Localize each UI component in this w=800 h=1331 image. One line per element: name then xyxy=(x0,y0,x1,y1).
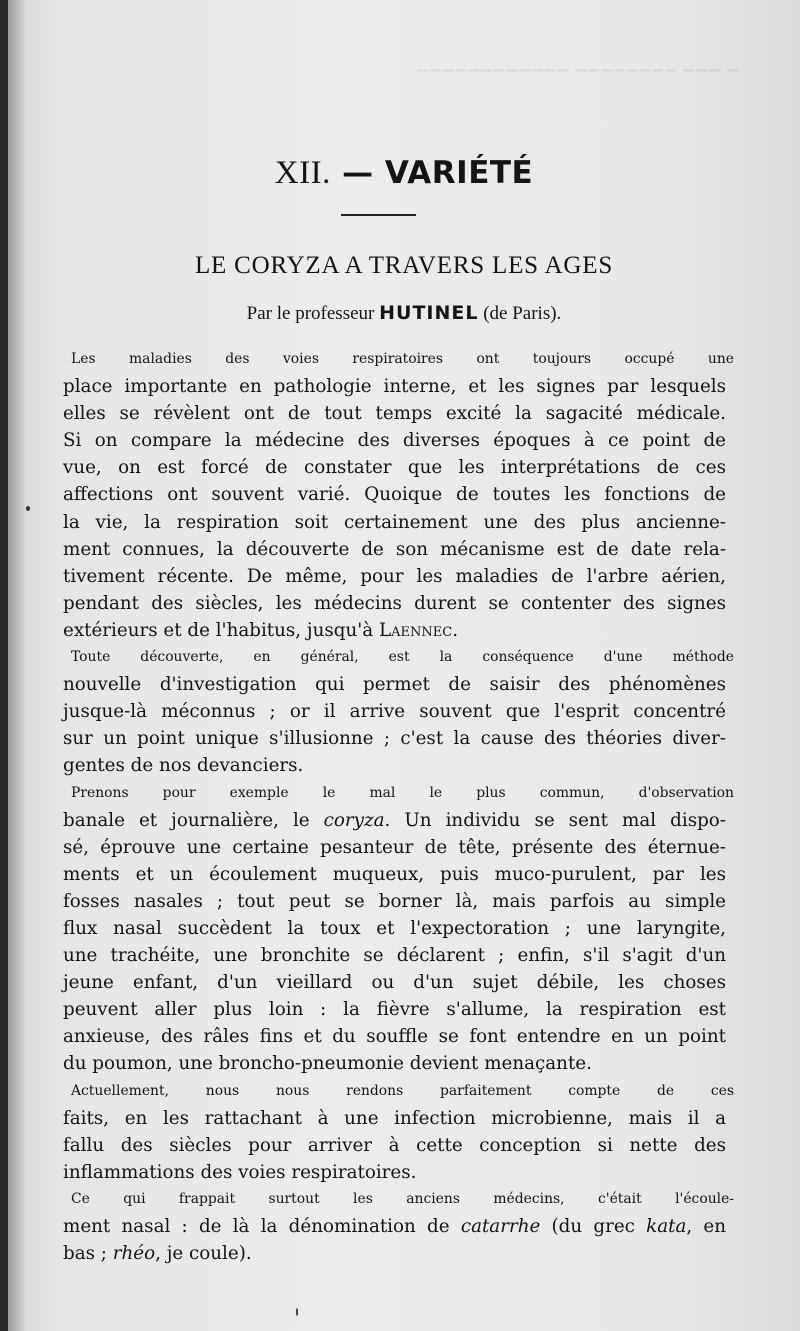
term-kata: kata xyxy=(646,1216,687,1237)
text-line: une trachéite, une bronchite se déclarent ; enfin, s'il s'agit d'un xyxy=(63,945,726,967)
text-line xyxy=(63,1240,726,1267)
byline-suffix: (de Paris). xyxy=(483,303,562,324)
text-line: peuvent aller plus loin : la fièvre s'allume, la respiration est xyxy=(63,999,726,1021)
text-line: Actuellement, nous nous rendons parfaitement compte de ces xyxy=(71,1082,734,1099)
text-line: inflammations des voies respiratoires. xyxy=(63,1161,417,1183)
paragraph-3 xyxy=(63,780,734,1078)
section-heading xyxy=(8,155,800,192)
text-line: Si on compare la médecine des diverses époques à ce point de xyxy=(63,430,726,452)
paragraph-4 xyxy=(63,1078,734,1186)
text-line: nouvelle d'investigation qui permet de saisir des phénomènes xyxy=(63,674,726,696)
text-line xyxy=(63,1213,726,1240)
text-line: vue, on est forcé de constater que les interprétations de ces xyxy=(63,457,726,479)
term-catarrhe: catarrhe xyxy=(460,1216,541,1237)
text-line: place importante en pathologie interne, et les signes par lesquels xyxy=(63,376,726,398)
page-edge-shadow xyxy=(8,0,26,1331)
name-laennec: Laennec xyxy=(378,619,453,641)
article-body xyxy=(63,346,734,1267)
line-suffix: , en xyxy=(686,1216,727,1237)
text-line: faits, en les rattachant à une infection microbienne, mais il a xyxy=(63,1107,726,1129)
line-prefix: ment nasal : de là la dénomination de xyxy=(63,1216,461,1237)
text-line xyxy=(63,617,726,644)
text-line: ment connues, la découverte de son mécanisme est de date rela- xyxy=(63,538,726,560)
text-line: Ce qui frappait surtout les anciens médecins, c'était l'écoule- xyxy=(71,1190,734,1207)
section-title: VARIÉTÉ xyxy=(384,155,534,191)
text-line: fosses nasales ; tout peut se borner là, mais parfois au simple xyxy=(63,890,726,912)
text-line: elles se révèlent ont de tout temps excité la sagacité médicale. xyxy=(63,403,726,425)
line-prefix: banale et journalière, le xyxy=(63,809,324,831)
line-prefix: bas ; xyxy=(63,1243,113,1265)
text-line: Prenons pour exemple le mal le plus commun, d'observation xyxy=(71,784,734,801)
text-line: gentes de nos devanciers. xyxy=(63,755,304,777)
article-title: LE CORYZA A TRAVERS LES AGES xyxy=(194,252,614,279)
line-prefix: extérieurs et de l'habitus, jusqu'à xyxy=(63,619,379,641)
section-dash: — xyxy=(342,155,374,191)
byline-prefix: Par le professeur xyxy=(246,303,375,324)
show-through-header: ▁ ▁▁▁ ▁▁▁▁▁▁▁▁ ▁▁▁▁▁▁▁▁▁▁▁▁ xyxy=(415,57,738,72)
text-line xyxy=(63,807,726,834)
ink-speck xyxy=(296,1308,298,1316)
document-page xyxy=(8,0,800,1331)
text-line: du poumon, une broncho-pneumonie devient menaçante. xyxy=(63,1053,592,1075)
title-rule xyxy=(341,214,416,216)
line-suffix: . Un individu se sent mal dispo- xyxy=(384,809,726,831)
line-suffix: , je coule). xyxy=(155,1243,252,1265)
text-line: anxieuse, des râles fins et du souffle se font entendre en un point xyxy=(63,1026,726,1048)
text-line: affections ont souvent varié. Quoique de toutes les fonctions de xyxy=(63,484,726,506)
section-numeral: XII. xyxy=(274,155,331,191)
text-line: sé, éprouve une certaine pesanteur de tête, présente des éternue- xyxy=(63,836,726,858)
paragraph-5 xyxy=(63,1186,734,1267)
text-line: Toute découverte, en général, est la conséquence d'une méthode xyxy=(71,649,734,666)
text-line: pendant des siècles, les médecins durent se contenter des signes xyxy=(63,592,726,614)
paragraph-1 xyxy=(63,346,734,644)
line-mid: (du grec xyxy=(540,1216,647,1237)
text-line: sur un point unique s'illusionne ; c'est la cause des théories diver- xyxy=(63,728,726,750)
text-line: ments et un écoulement muqueux, puis muco-purulent, par les xyxy=(63,863,726,885)
text-line: tivement récente. De même, pour les maladies de l'arbre aérien, xyxy=(63,565,726,587)
author-name: HUTINEL xyxy=(379,302,479,324)
byline xyxy=(8,302,800,325)
text-line: Les maladies des voies respiratoires ont toujours occupé une xyxy=(71,351,734,367)
text-line: jeune enfant, d'un vieillard ou d'un sujet débile, les choses xyxy=(63,972,726,994)
term-coryza: coryza xyxy=(323,809,385,831)
text-line: fallu des siècles pour arriver à cette conception si nette des xyxy=(63,1134,726,1156)
ink-speck xyxy=(26,506,30,511)
term-rheo: rhéo xyxy=(112,1243,156,1265)
text-line: flux nasal succèdent la toux et l'expectoration ; une laryngite, xyxy=(63,917,726,939)
line-suffix: . xyxy=(452,619,458,641)
paragraph-2 xyxy=(63,644,734,779)
text-line: jusque-là méconnus ; or il arrive souvent que l'esprit concentré xyxy=(63,701,726,723)
text-line: la vie, la respiration soit certainement une des plus ancienne- xyxy=(63,511,726,533)
